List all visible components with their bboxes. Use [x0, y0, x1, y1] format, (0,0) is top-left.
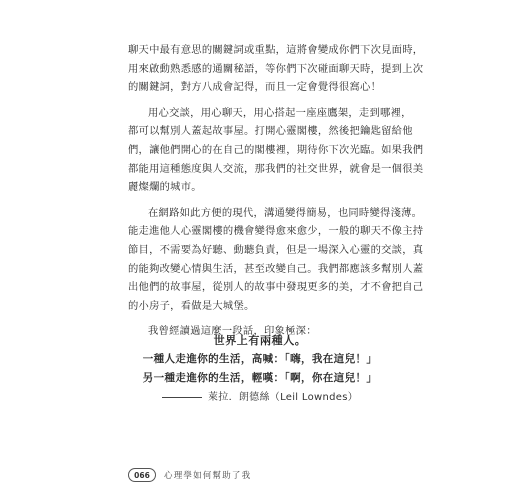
text-line: 的關鍵詞，對方八成會記得，而且一定會覺得很窩心！ — [128, 81, 382, 94]
quote-attribution — [0, 388, 520, 408]
quote-title: 世界上有兩種人。 — [213, 334, 307, 347]
paragraph — [128, 104, 424, 197]
em-dash-rule — [162, 397, 202, 398]
text-line: 都能用這種態度與人交流，那我們的社交世界，就會是一個很美 — [128, 162, 424, 175]
text-line: 用心交談，用心聊天，用心搭起一座座鷹架，走到哪裡， — [148, 106, 412, 119]
running-book-title: 心理學如何幫助了我 — [164, 471, 252, 481]
paragraph — [128, 41, 424, 97]
text-line: 們，讓他們開心的在自己的閣樓裡，期待你下次光臨。如果我們 — [128, 143, 424, 156]
attribution-text: 萊拉．朗德絲（Leil Lowndes） — [207, 392, 359, 403]
page-number-badge: 066 — [128, 468, 156, 482]
text-line: 用來啟動熟悉感的通關秘語，等你們下次碰面聊天時，提到上次 — [128, 62, 424, 75]
text-line: 麗燦爛的城市。 — [128, 181, 202, 194]
text-line: 在網路如此方便的現代，溝通變得簡易，也同時變得淺薄。 — [148, 206, 423, 219]
text-line: 的小房子，看做是大城堡。 — [128, 299, 255, 312]
text-line: 能走進他人心靈閣樓的機會變得愈來愈少，一般的聊天不像主持 — [128, 225, 424, 238]
body-text — [128, 41, 424, 348]
text-line: 我曾經讀過這麼一段話，印象極深： — [148, 325, 317, 338]
paragraph — [128, 204, 424, 316]
quote-line-1: 一種人走進你的生活，高喊：「嗨，我在這兒！」 — [142, 353, 378, 365]
page-footer — [128, 466, 251, 484]
text-line: 節目，不需要為好聽、動聽負責，但是一場深入心靈的交談，真 — [128, 243, 424, 256]
quote-line-2: 另一種走進你的生活，輕嘆：「啊，你在這兒！」 — [142, 372, 378, 384]
text-line: 的能夠改變心情與生活，甚至改變自己。我們都應該多幫別人蓋 — [128, 262, 424, 275]
text-line: 都可以幫別人蓋起故事屋。打開心靈閣樓，然後把鑰匙留給他 — [128, 125, 413, 138]
quote-block — [0, 331, 520, 408]
text-line: 出他們的故事屋，從別人的故事中發現更多的美，才不會把自己 — [128, 281, 424, 294]
text-line: 聊天中最有意思的關鍵詞或重點，這將會變成你們下次見面時， — [128, 44, 424, 56]
